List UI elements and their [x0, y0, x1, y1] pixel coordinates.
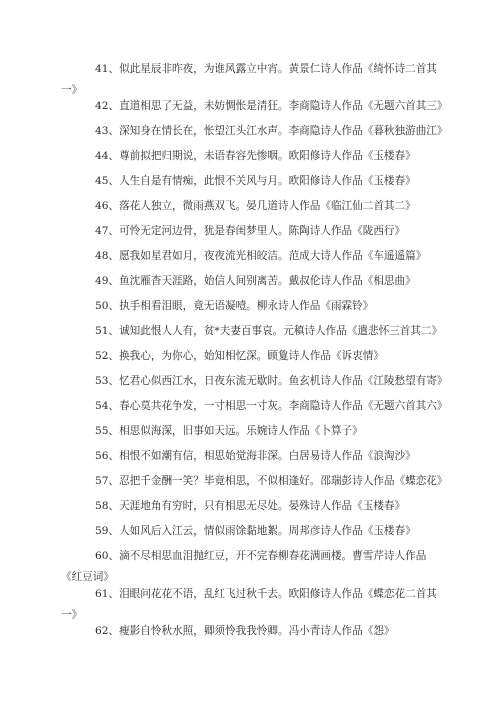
poem-line-text: 41、似此星辰非昨夜，为谁风露立中宵。黄景仁诗人作品《绮怀诗二首其	[95, 63, 437, 75]
poem-line-text: 45、人生自是有情痴，此恨不关风与月。欧阳修诗人作品《玉楼春》	[95, 175, 416, 187]
poem-line-text: 53、忆君心似西江水，日夜东流无歇时。鱼玄机诗人作品《江陵愁望有寄》	[95, 375, 448, 387]
poem-line-text: 58、天涯地角有穷时，只有相思无尽处。晏殊诗人作品《玉楼春》	[95, 500, 406, 512]
poem-line-text: 57、忍把千金酬一笑？毕竟相思，不似相逢好。邵瑞彭诗人作品《蝶恋花》	[95, 475, 448, 487]
poem-line-text: 48、愿我如星君如月，夜夜流光相皎洁。范成大诗人作品《车遥遥篇》	[95, 250, 427, 262]
poem-line-text: 43、深知身在情长在，怅望江头江水声。李商隐诗人作品《暮秋独游曲江》	[95, 125, 448, 137]
poem-line-text: 42、直道相思了无益，未妨惆怅是清狂。李商隐诗人作品《无题六首其三》	[95, 100, 448, 112]
poem-line-text: 59、人如风后入江云，情似雨馀黏地絮。周邦彦诗人作品《玉楼春》	[95, 525, 416, 537]
poem-line-text: 62、瘦影自怜秋水照，卿须怜我我怜卿。冯小青诗人作品《怨》	[95, 625, 395, 637]
poem-line-text: 60、滴不尽相思血泪抛红豆，开不完春柳春花满画楼。曹雪芹诗人作品	[95, 550, 427, 562]
poem-line-text: 47、可怜无定河边骨，犹是春闺梦里人。陈陶诗人作品《陇西行》	[95, 225, 406, 237]
poem-line-text: 56、相恨不如潮有信，相思始觉海非深。白居易诗人作品《浪淘沙》	[95, 450, 416, 462]
poem-line-text: 61、泪眼问花花不语，乱红飞过秋千去。欧阳修诗人作品《蝶恋花二首其	[95, 588, 437, 600]
poem-line-text: 55、相思似海深，旧事如天远。乐婉诗人作品《卜算子》	[95, 425, 363, 437]
poem-line-continuation: 一》	[61, 609, 83, 621]
poem-line-text: 50、执手相看泪眼，竟无语凝噎。柳永诗人作品《雨霖铃》	[95, 300, 374, 312]
poem-line-continuation: 《红豆词》	[61, 571, 114, 583]
poem-line-continuation: 一》	[61, 84, 83, 96]
poem-line-text: 49、鱼沈雁杳天涯路，始信人间别离苦。戴叔伦诗人作品《相思曲》	[95, 275, 416, 287]
poem-line-text: 44、尊前拟把归期说，未语春容先惨咽。欧阳修诗人作品《玉楼春》	[95, 150, 416, 162]
poem-line-text: 46、落花人独立，微雨燕双飞。晏几道诗人作品《临江仙二首其二》	[95, 200, 416, 212]
poem-line-text: 52、换我心，为你心，始知相忆深。顾夐诗人作品《诉衷情》	[95, 350, 384, 362]
poem-line-text: 54、春心莫共花争发，一寸相思一寸灰。李商隐诗人作品《无题六首其六》	[95, 400, 448, 412]
poem-line-text: 51、诚知此恨人人有，贫*夫妻百事哀。元稹诗人作品《遣悲怀三首其二》	[95, 325, 443, 337]
